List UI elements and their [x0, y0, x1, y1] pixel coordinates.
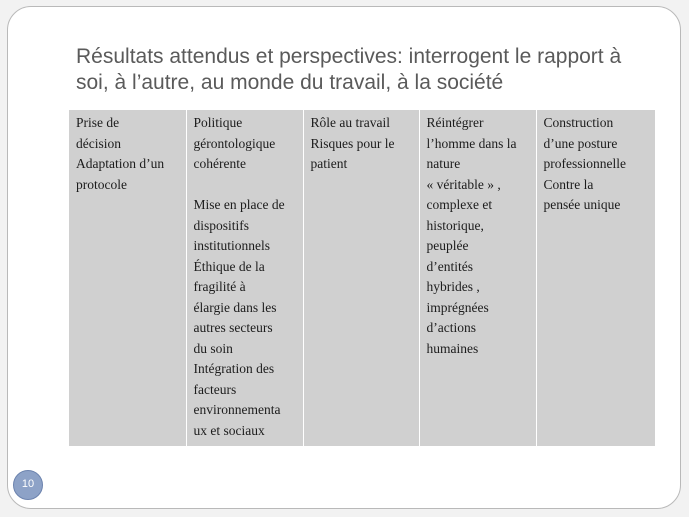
- page-number-badge: 10: [13, 470, 43, 500]
- table-cell-reintegration: Réintégrer l’homme dans la nature « véritable » , complexe et historique, peuplée d’entités hybrides , imprégnées d’actions humaines: [419, 110, 536, 446]
- table-cell-decision: Prise de décision Adaptation d’un protocole: [76, 115, 165, 192]
- table-row: [69, 110, 655, 446]
- content-table: [69, 110, 655, 446]
- table-cell-work-role: Rôle au travail Risques pour le patient: [303, 110, 419, 446]
- slide-title: Résultats attendus et perspectives: interrogent le rapport à soi, à l’autre, au monde du travail, à la société: [76, 45, 622, 94]
- table-cell-policy: Politique gérontologique cohérente Mise en place de dispositifs institutionnels Éthique de la fragilité à élargie dans les autres secteurs du soin Intégration des facteurs environnementa ux et sociaux: [186, 110, 303, 446]
- table-cell-posture: Construction d’une posture professionnelle Contre la pensée unique: [536, 110, 655, 446]
